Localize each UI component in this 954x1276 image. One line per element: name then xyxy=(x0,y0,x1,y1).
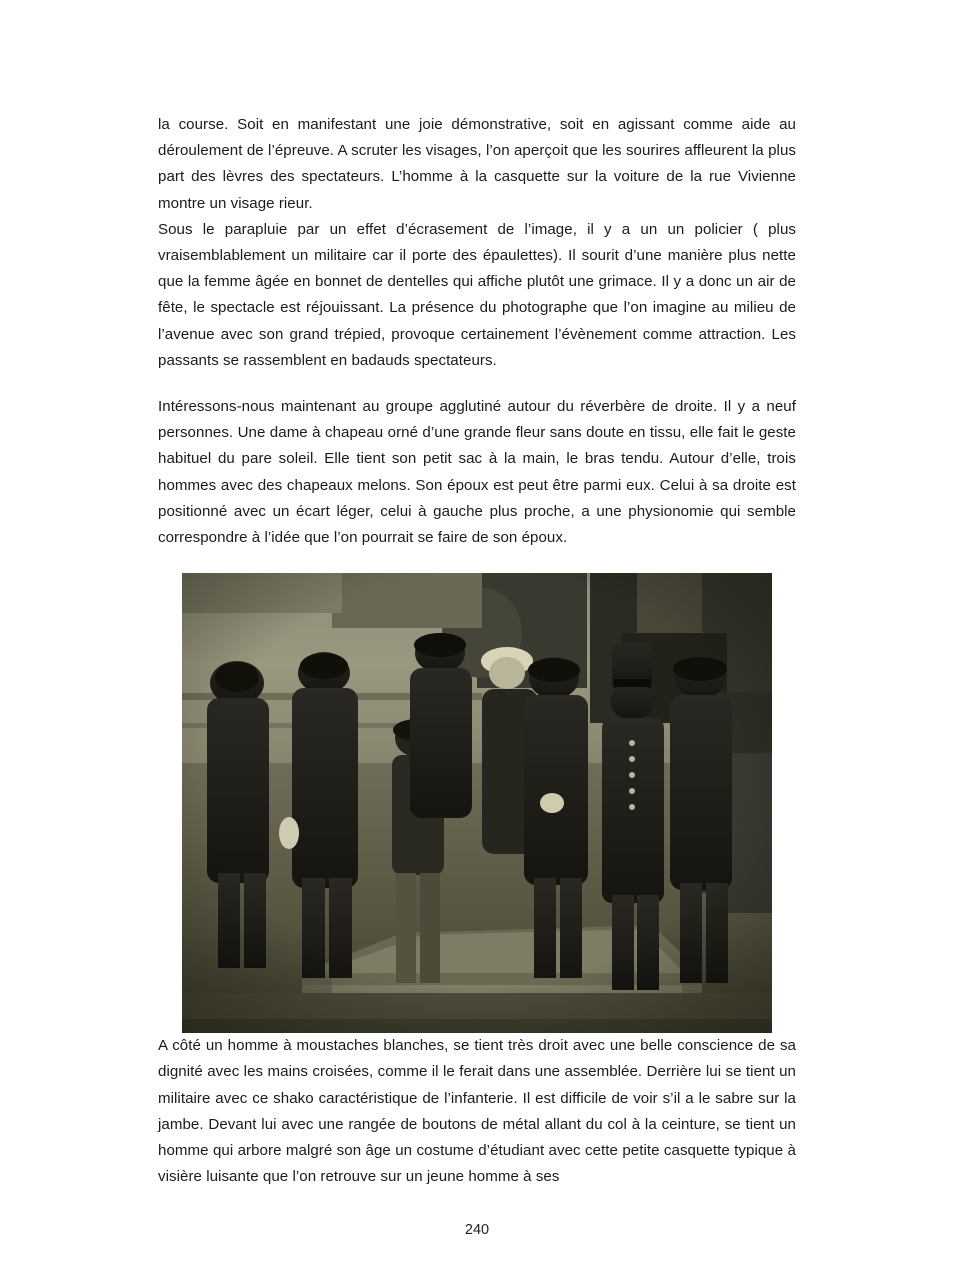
page-content xyxy=(158,112,796,1190)
photograph-image xyxy=(182,573,772,1033)
paragraph-3: Intéressons-nous maintenant au groupe agglutiné autour du réverbère de droite. Il y a neuf personnes. Une dame à chapeau orné d’une grande fleur sans doute en tissu, elle fait le geste habituel du pare soleil. Elle tient son petit sac à la main, le bras tendu. Autour d’elle, trois hommes avec des chapeaux melons. Son époux est peut être parmi eux. Celui à sa droite est positionné avec un écart léger, celui à gauche plus proche, a une physionomie qui semble correspondre à l’idée que l’on pourrait se faire de son époux. xyxy=(158,398,796,547)
figure-block xyxy=(158,573,796,1033)
historic-photograph xyxy=(182,573,772,1033)
paragraph-after-figure: A côté un homme à moustaches blanches, se tient très droit avec une belle conscience de sa dignité avec les mains croisées, comme il le ferait dans une assemblée. Derrière lui se tient un militaire avec ce shako caractéristique de l’infanterie. Il est difficile de voir s’il a le sabre sur la jambe. Devant lui avec une rangée de boutons de métal allant du col à la ceinture, se tient un homme qui arbore malgré son âge un costume d’étudiant avec cette petite casquette typique à visière luisante que l’on retrouve sur un jeune homme à ses xyxy=(158,1037,796,1186)
paragraph-2: Sous le parapluie par un effet d’écrasement de l’image, il y a un un policier ( plus vraisemblablement un militaire car il porte des épaulettes). Il sourit d’une manière plus nette que la femme âgée en bonnet de dentelles qui affiche plutôt une grimace. Il y a donc un air de fête, le spectacle est réjouissant. La présence du photographe que l’on imagine au milieu de l’avenue avec son grand trépied, provoque certainement l’évènement comme attraction. Les passants se rassemblent en badauds spectateurs. xyxy=(158,220,796,369)
paragraph-spacer xyxy=(158,374,796,394)
page-number: 240 xyxy=(464,1222,490,1238)
paragraph-1: la course. Soit en manifestant une joie démonstrative, soit en agissant comme aide au déroulement de l’épreuve. A scruter les visages, l’on aperçoit que les sourires affleurent la plus part des lèvres des spectateurs. L’homme à la casquette sur la voiture de la rue Vivienne montre un visage rieur. xyxy=(158,116,796,212)
